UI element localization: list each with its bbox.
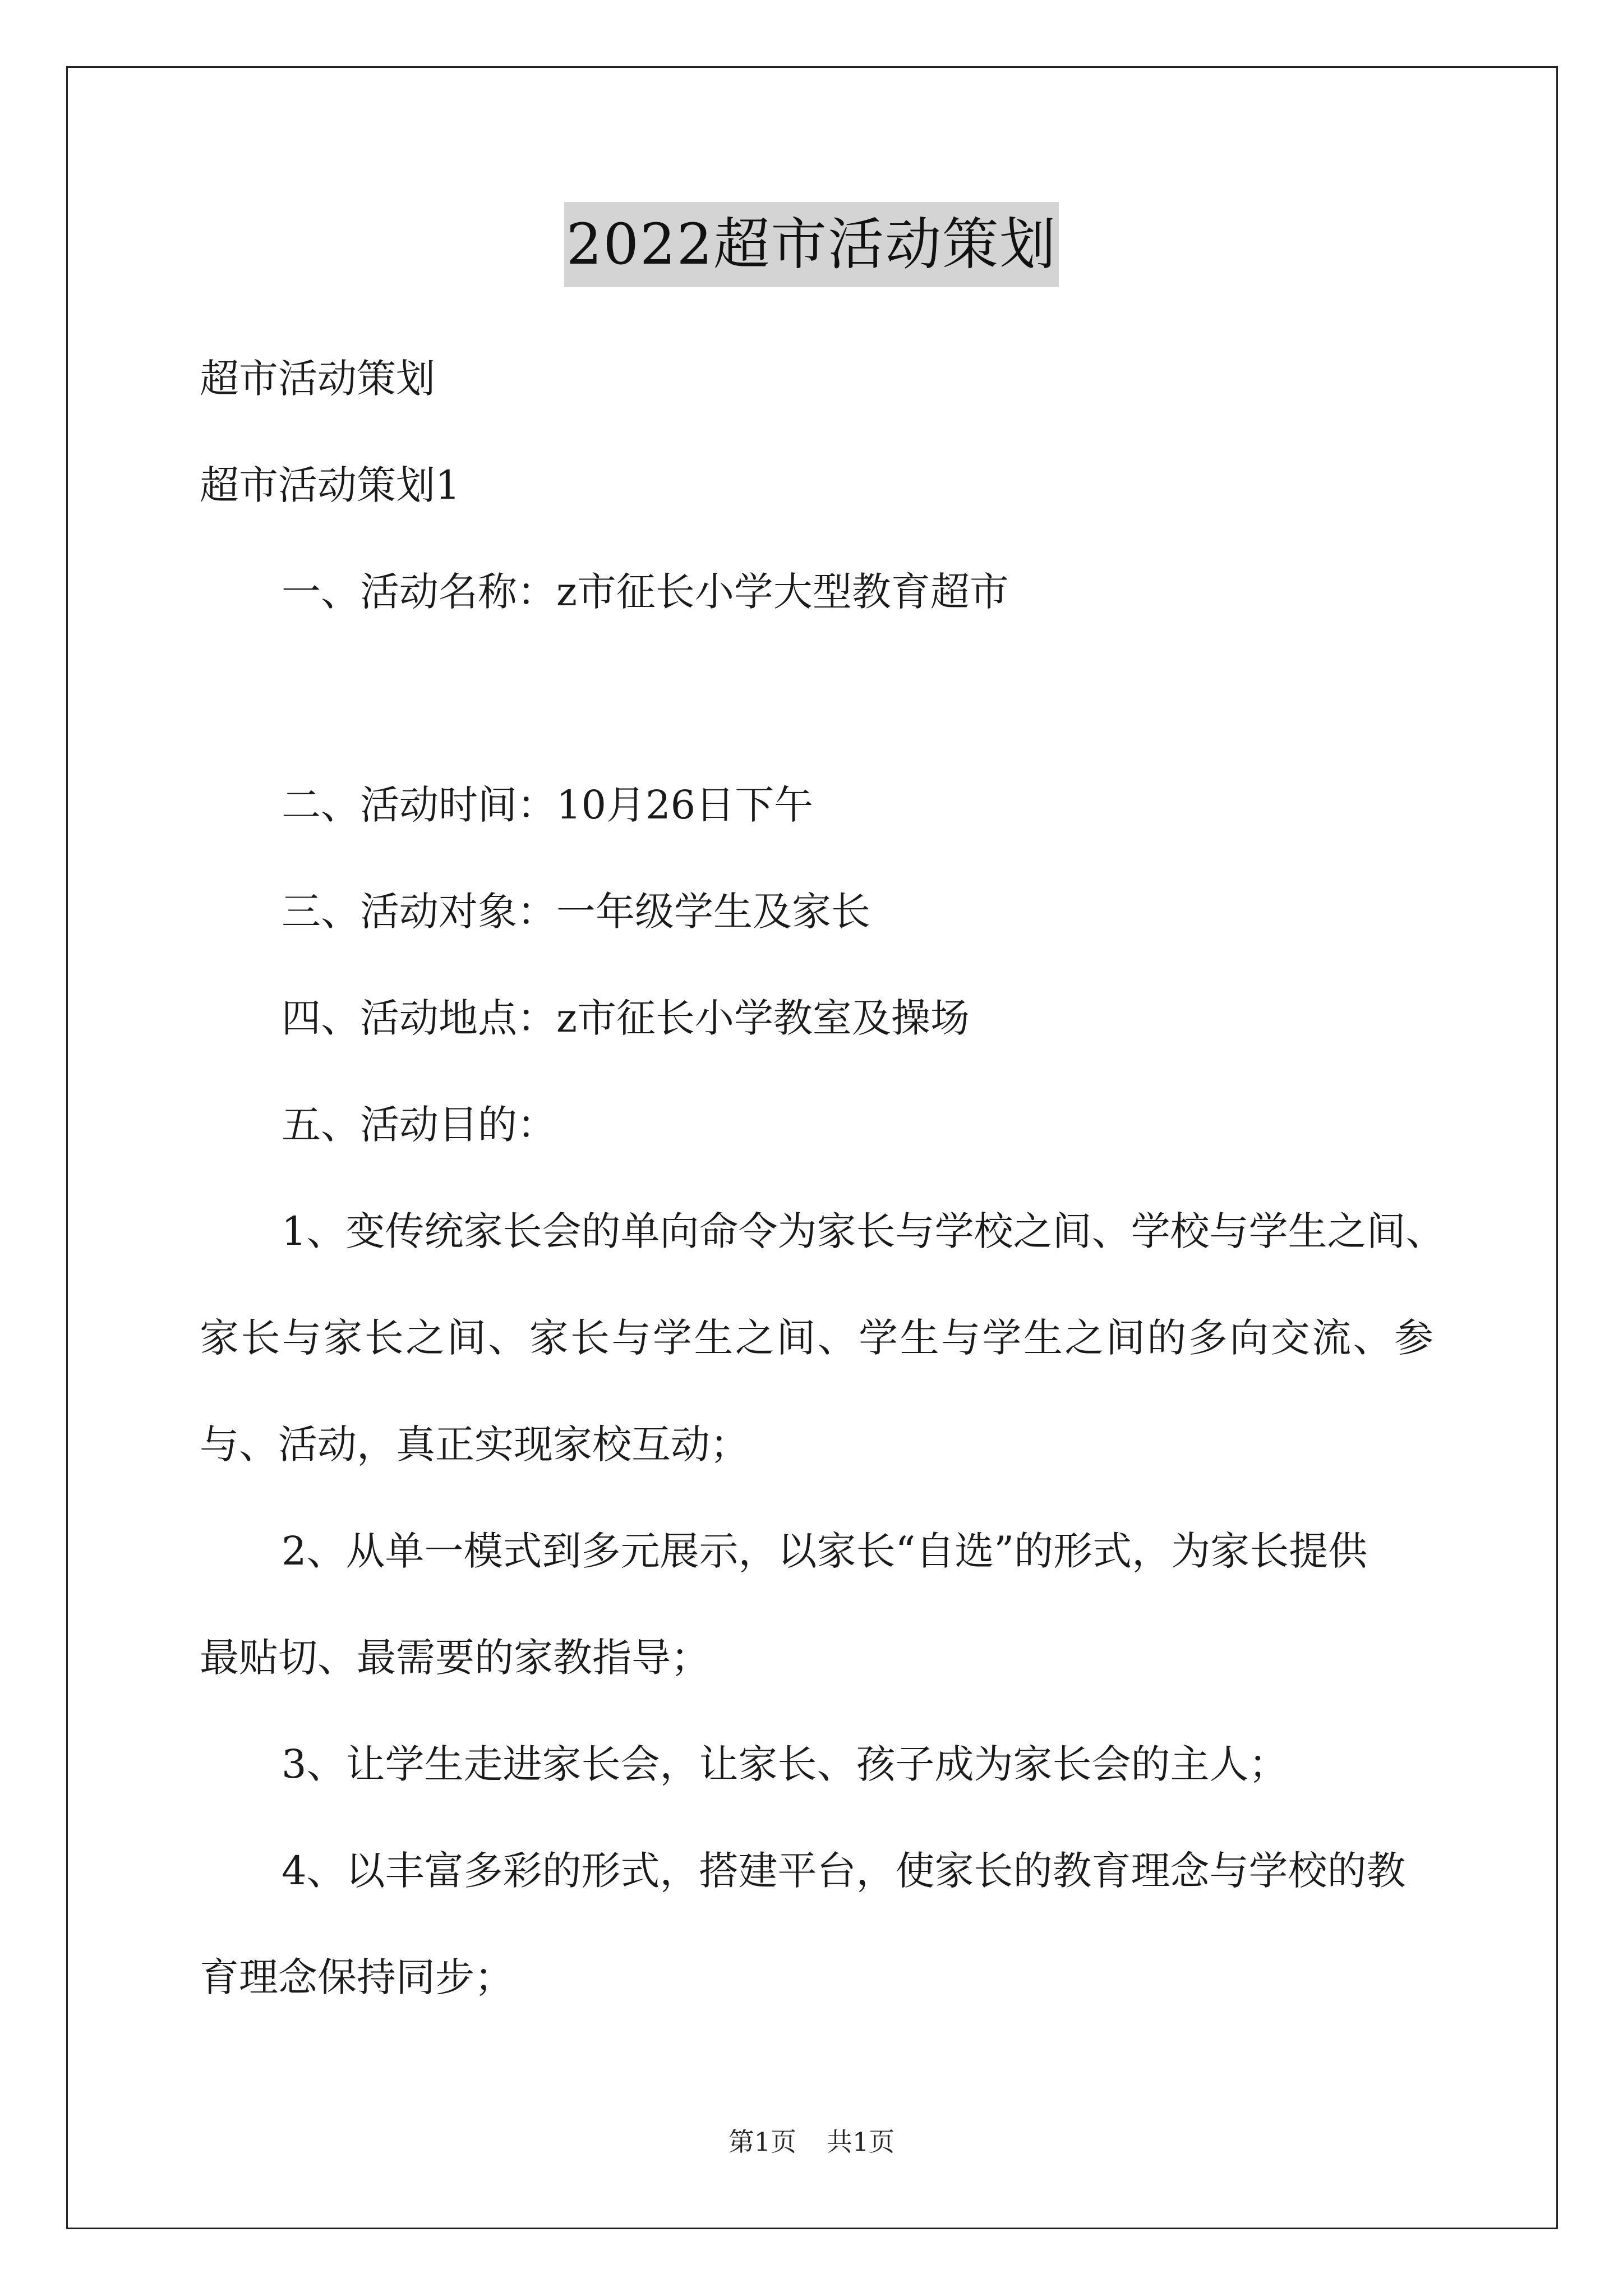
purpose-item-2-line-2: 最贴切、最需要的家教指导；: [200, 1635, 710, 1681]
activity-time: 二、活动时间：10月26日下午: [282, 782, 814, 828]
activity-location: 四、活动地点：z市征长小学教室及操场: [282, 995, 970, 1041]
title-container: [0, 202, 1623, 287]
document-title: 2022超市活动策划: [564, 202, 1059, 287]
page-footer: [0, 2125, 1623, 2159]
activity-purpose-heading: 五、活动目的：: [282, 1102, 556, 1148]
page-total: 共1页: [827, 2127, 895, 2157]
activity-audience: 三、活动对象：一年级学生及家长: [282, 889, 870, 935]
purpose-item-1-line-2: 家长与家长之间、家长与学生之间、学生与学生之间的多向交流、参: [200, 1315, 1433, 1361]
subtitle: 超市活动策划: [200, 356, 435, 402]
page-number: 第1页: [728, 2127, 796, 2157]
purpose-item-3: 3、让学生走进家长会，让家长、孩子成为家长会的主人；: [282, 1741, 1288, 1787]
purpose-item-4-line-2: 育理念保持同步；: [200, 1954, 514, 2000]
purpose-item-1-line-1: 1、变传统家长会的单向命令为家长与学校之间、学校与学生之间、: [282, 1208, 1445, 1254]
section-heading: 超市活动策划1: [200, 462, 460, 508]
purpose-item-2-line-1: 2、从单一模式到多元展示，以家长“自选”的形式，为家长提供: [282, 1528, 1368, 1574]
purpose-item-1-line-3: 与、活动，真正实现家校互动；: [200, 1421, 749, 1467]
activity-name: 一、活动名称：z市征长小学大型教育超市: [282, 569, 1009, 615]
purpose-item-4-line-1: 4、以丰富多彩的形式，搭建平台，使家长的教育理念与学校的教: [282, 1848, 1406, 1894]
